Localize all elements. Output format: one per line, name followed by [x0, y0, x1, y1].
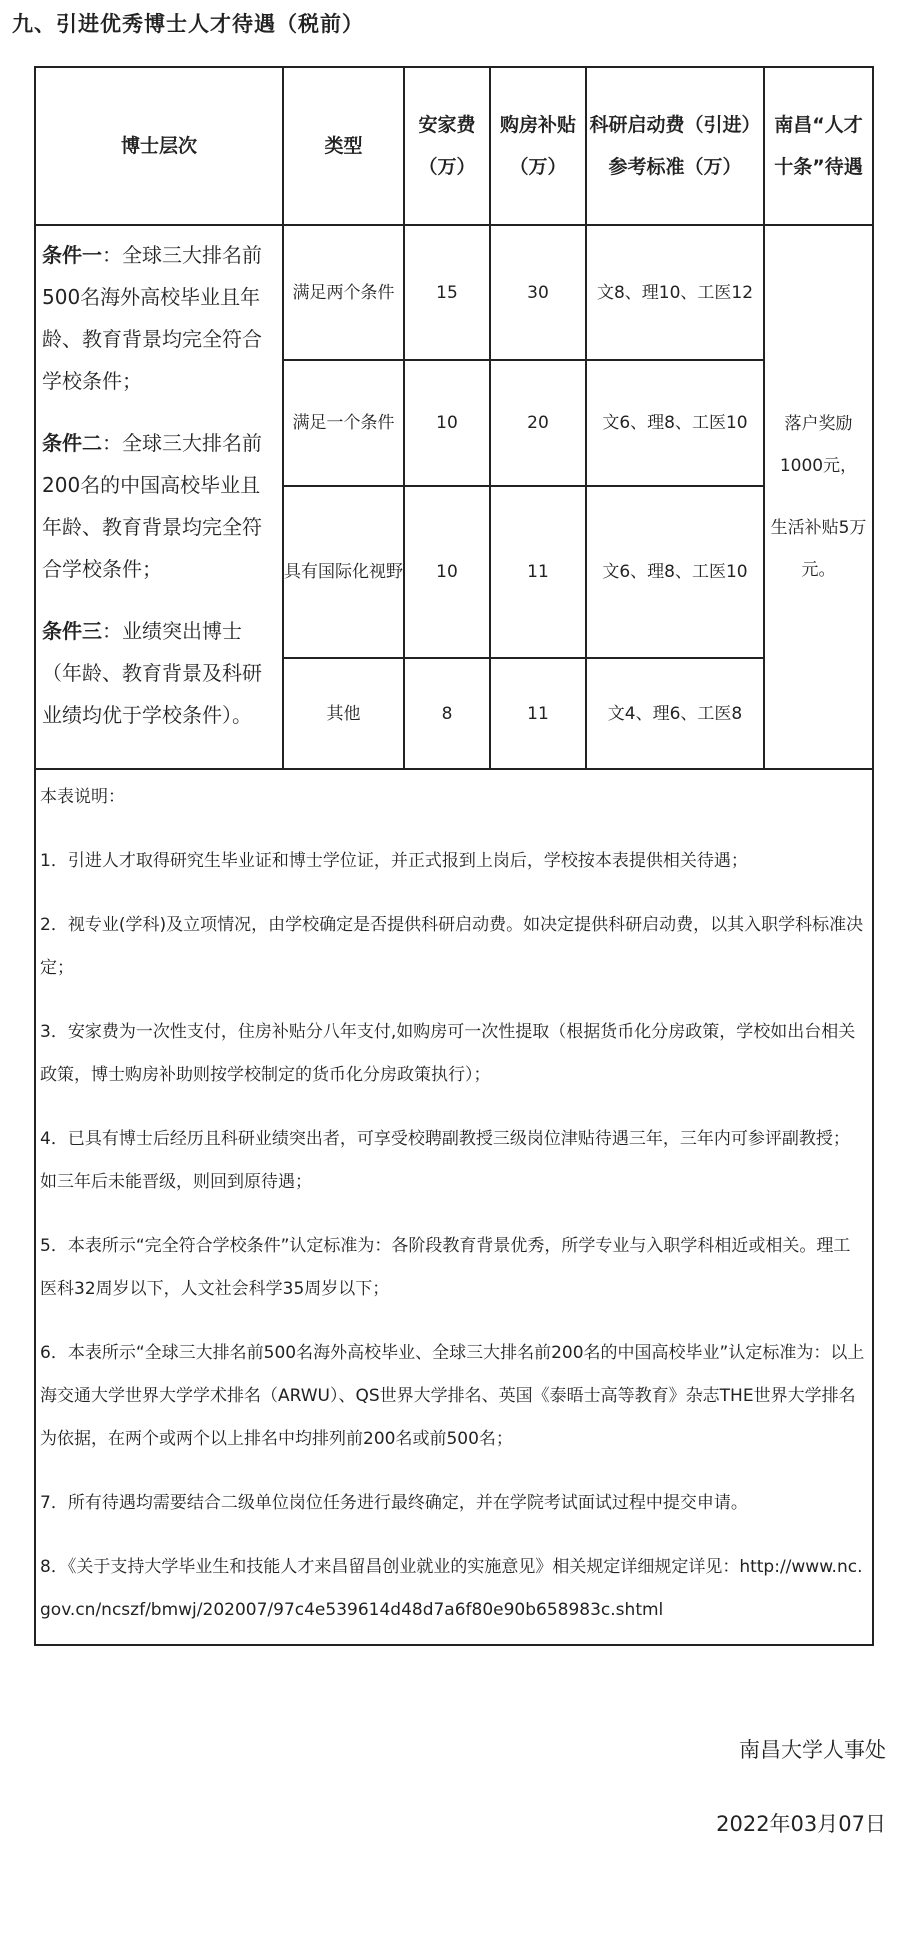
note-item: 6．本表所示“全球三大排名前500名海外高校毕业、全球三大排名前200名的中国高校毕业”认定标准为：以上海交通大学世界大学学术排名（ARWU）、QS世界大学排名、英国《泰晤士高等教育》杂志THE世界大学排名为依据，在两个或两个以上排名中均排列前200名或前500名； [40, 1343, 865, 1449]
condition-3: 条件三：业绩突出博士（年龄、教育背景及科研业绩均优于学校条件）。 [42, 619, 262, 727]
note-item: 4．已具有博士后经历且科研业绩突出者，可享受校聘副教授三级岗位津贴待遇三年，三年内可参评副教授；如三年后未能晋级，则回到原待遇； [40, 1129, 850, 1192]
row2-type: 满足一个条件 [283, 360, 404, 486]
perk-settlement-reward: 落户奖励1000元， [779, 414, 858, 476]
footer-date: 2022年03月07日 [716, 1812, 886, 1836]
condition-2: 条件二：全球三大排名前200名的中国高校毕业且年龄、教育背景均完全符合学校条件； [42, 431, 262, 581]
header-nanchang-policy: 南昌“人才十条”待遇 [764, 67, 873, 225]
row3-type: 具有国际化视野 [283, 486, 404, 658]
row2-settle: 10 [404, 360, 490, 486]
note-item: 3．安家费为一次性支付，住房补贴分八年支付,如购房可一次性提取（根据货币化分房政策，学校如出台相关政策，博士购房补助则按学校制定的货币化分房政策执行）； [40, 1022, 856, 1085]
row2-housing: 20 [490, 360, 586, 486]
header-housing-subsidy: 购房补贴（万） [490, 67, 586, 225]
note-item: 5．本表所示“完全符合学校条件”认定标准为：各阶段教育背景优秀，所学专业与入职学科相近或相关。理工医科32周岁以下，人文社会科学35周岁以下； [40, 1236, 851, 1299]
row3-research: 文6、理8、工医10 [586, 486, 764, 658]
note-item: 1．引进人才取得研究生毕业证和博士学位证，并正式报到上岗后，学校按本表提供相关待遇； [40, 851, 748, 871]
note-item: 8．《关于支持大学毕业生和技能人才来昌留昌创业就业的实施意见》相关规定详细规定详见：http://www.nc.gov.cn/ncszf/bmwj/202007/97c4e539614d48d7a6f80e90b658983c.shtml [40, 1557, 863, 1620]
notes-cell [35, 769, 873, 1645]
nanchang-perks-cell [764, 225, 873, 769]
note-item: 2．视专业(学科)及立项情况，由学校确定是否提供科研启动费。如决定提供科研启动费，以其入职学科标准决定； [40, 915, 864, 978]
row4-settle: 8 [404, 658, 490, 769]
benefits-table [34, 66, 874, 1646]
page-title: 九、引进优秀博士人才待遇（税前） [12, 12, 364, 36]
header-settle-fee: 安家费（万） [404, 67, 490, 225]
row4-type: 其他 [283, 658, 404, 769]
header-type: 类型 [283, 67, 404, 225]
conditions-cell [35, 225, 283, 769]
row1-research: 文8、理10、工医12 [586, 225, 764, 360]
row4-research: 文4、理6、工医8 [586, 658, 764, 769]
row1-housing: 30 [490, 225, 586, 360]
note-item: 7．所有待遇均需要结合二级单位岗位任务进行最终确定，并在学院考试面试过程中提交申请。 [40, 1493, 748, 1513]
row1-settle: 15 [404, 225, 490, 360]
row1-type: 满足两个条件 [283, 225, 404, 360]
perk-living-subsidy: 生活补贴5万元。 [770, 518, 867, 580]
header-doctor-level: 博士层次 [35, 67, 283, 225]
row3-settle: 10 [404, 486, 490, 658]
footer-organization: 南昌大学人事处 [739, 1738, 886, 1762]
row2-research: 文6、理8、工医10 [586, 360, 764, 486]
row4-housing: 11 [490, 658, 586, 769]
notes-title: 本表说明： [40, 787, 125, 807]
header-research-fund: 科研启动费（引进）参考标准（万） [586, 67, 764, 225]
row3-housing: 11 [490, 486, 586, 658]
condition-1: 条件一：全球三大排名前500名海外高校毕业且年龄、教育背景均完全符合学校条件； [42, 243, 262, 393]
